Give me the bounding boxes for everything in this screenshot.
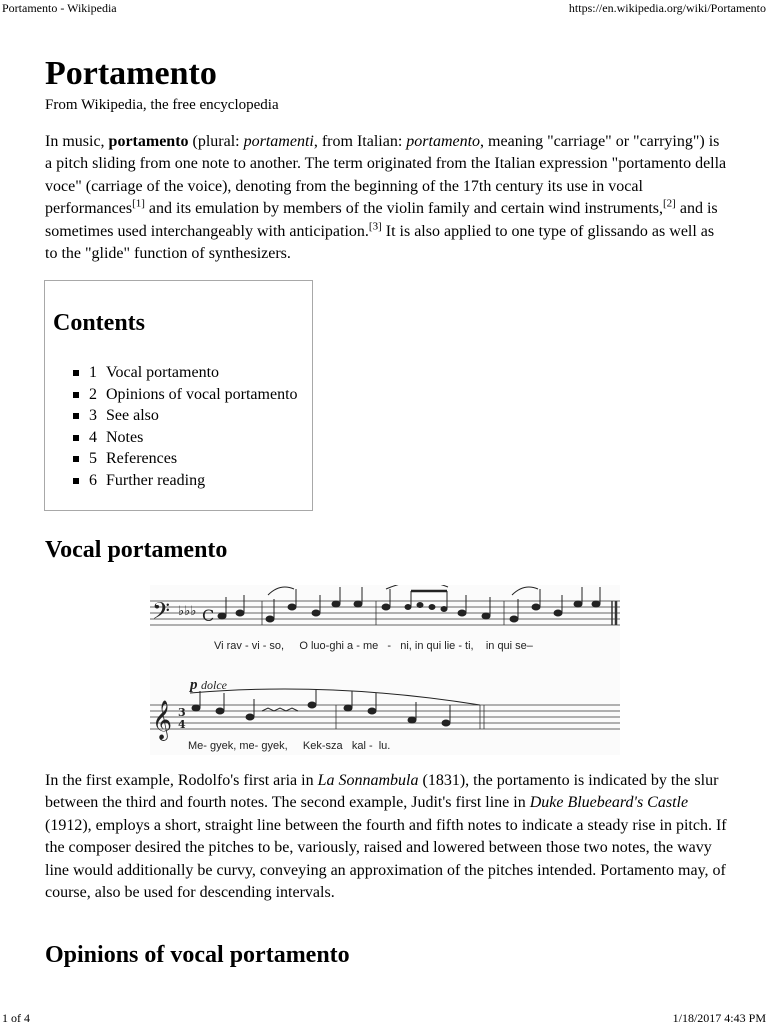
music-score-drawing — [150, 585, 620, 755]
opera-title-la-sonnambula: La Sonnambula — [317, 772, 419, 789]
bullet-icon — [73, 456, 79, 462]
section-heading-vocal-portamento: Vocal portamento — [45, 537, 228, 563]
time-signature-top: 3 — [178, 706, 186, 719]
reference-link-1[interactable]: [1] — [132, 197, 145, 210]
section-heading-opinions: Opinions of vocal portamento — [45, 942, 350, 968]
lyrics-line-2: Me- gyek, me- gyek, Kek-sza kal - lu. — [188, 740, 391, 752]
table-of-contents — [44, 280, 313, 511]
print-page-title: Portamento - Wikipedia — [2, 1, 117, 15]
dynamic-marking: p — [190, 677, 198, 693]
bullet-icon — [73, 392, 79, 398]
toc-item-notes[interactable]: 4 Notes — [73, 427, 298, 449]
print-datetime: 1/18/2017 4:43 PM — [672, 1011, 766, 1025]
toc-list — [73, 362, 298, 491]
toc-item-further-reading[interactable]: 6 Further reading — [73, 470, 298, 492]
toc-item-see-also[interactable]: 3 See also — [73, 405, 298, 427]
toc-item-vocal-portamento[interactable]: 1 Vocal portamento — [73, 362, 298, 384]
bass-clef-icon: 𝄢 — [152, 597, 171, 630]
treble-clef-icon: 𝄞 — [152, 700, 173, 740]
toc-title: Contents — [53, 310, 146, 336]
lyrics-line-1: Vi rav - vi - so, O luo-ghi a - me - ni, in qui lie - ti, in qui se– — [214, 640, 533, 652]
glissando-line — [262, 708, 298, 711]
vocal-portamento-paragraph: In the first example, Rodolfo's first aria in La Sonnambula (1831), the portamento is indicated by the slur between the third and fourth notes. The second example, Judit's first line in Duke Bluebeard's Castle (1912), employs a short, straight line between the fourth and fifth notes to indicate a steady rise in pitch. If the composer desired the pitches to be, variously, raised and lowered between those two notes, the wavy line would additionally be curvy, conveying an approximation of the pitches intended. Portamento may, of course, also be used for descending intervals. — [45, 772, 727, 902]
reference-link-2[interactable]: [2] — [663, 197, 676, 210]
notes-staff-1 — [218, 587, 600, 622]
bullet-icon — [73, 435, 79, 441]
print-url: https://en.wikipedia.org/wiki/Portamento — [568, 1, 766, 15]
slurs-staff-1 — [268, 585, 538, 595]
bullet-icon — [73, 478, 79, 484]
music-score-image — [150, 585, 620, 755]
toc-item-opinions[interactable]: 2 Opinions of vocal portamento — [73, 384, 298, 406]
print-page-number: 1 of 4 — [2, 1011, 30, 1025]
time-signature: C — [202, 606, 215, 625]
print-header — [0, 0, 768, 16]
page-title: Portamento — [45, 55, 217, 92]
intro-paragraph: In music, portamento (plural: portamenti, from Italian: portamento, meaning "carriage" or "carrying") is a pitch sliding from one note to another. The term originated from the Italian expression "portamento della voce" (carriage of the voice), denoting from the beginning of the 17th century its use in vocal performances[1] and its emulation by members of the violin family and certain wind instruments,[2] and is sometimes used interchangeably with anticipation.[3] It is also applied to one type of glissando as well as to the "glide" function of synthesizers. — [45, 133, 727, 263]
bullet-icon — [73, 370, 79, 376]
dynamic-text: dolce — [201, 678, 227, 692]
notes-staff-2 — [192, 689, 450, 726]
key-signature-flats: ♭♭♭ — [178, 604, 197, 619]
bold-term: portamento — [108, 133, 189, 150]
bullet-icon — [73, 413, 79, 419]
opera-title-bluebeard: Duke Bluebeard's Castle — [529, 794, 689, 812]
site-tagline: From Wikipedia, the free encyclopedia — [45, 97, 279, 113]
time-signature-bottom: 4 — [178, 718, 186, 731]
toc-item-references[interactable]: 5 References — [73, 448, 298, 470]
reference-link-3[interactable]: [3] — [368, 220, 382, 233]
phrase-slur — [190, 689, 480, 705]
